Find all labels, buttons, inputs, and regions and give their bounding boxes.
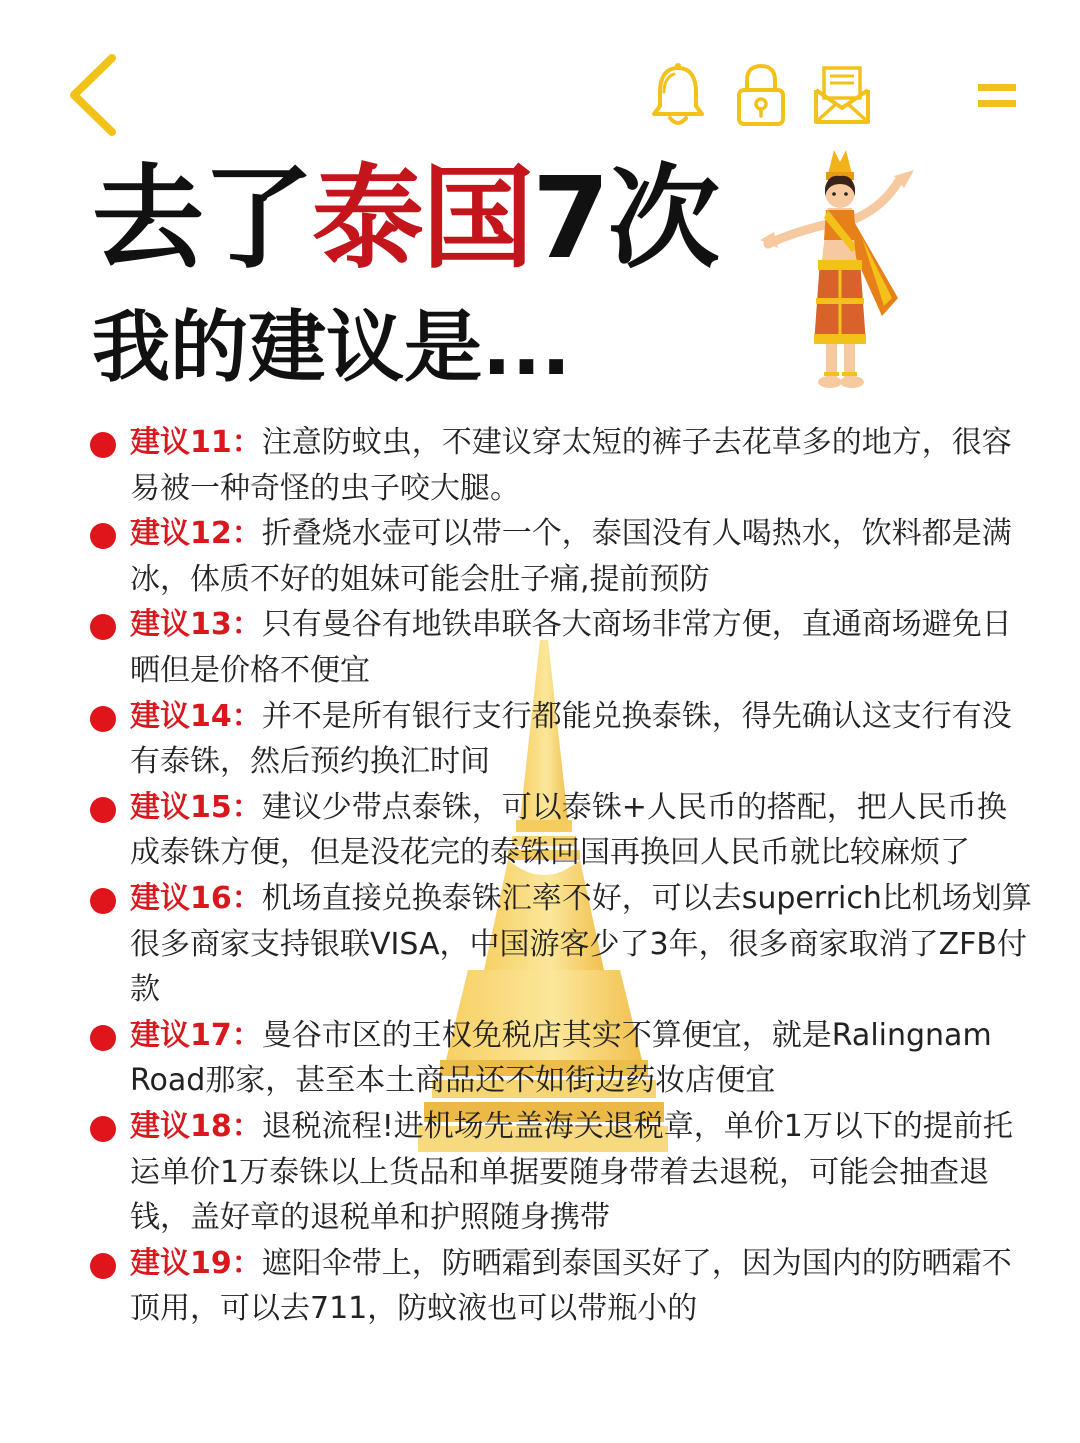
title-part1: 去了 xyxy=(92,154,312,284)
bullet-dot-icon xyxy=(90,1116,116,1142)
page-subtitle: 我的建议是... xyxy=(92,303,571,393)
tip-text: 遮阳伞带上，防晒霜到泰国买好了，因为国内的防晒霜不顶用，可以去711，防蚊液也可以带瓶小的 xyxy=(130,1245,1012,1327)
tip-paragraph xyxy=(130,1013,1034,1104)
tip-text: 曼谷市区的王权免税店其实不算便宜，就是Ralingnam Road那家，甚至本土商品还不如街边药妆店便宜 xyxy=(130,1017,992,1099)
list-item xyxy=(0,420,1080,511)
title-part2: 7次 xyxy=(532,154,718,284)
title-highlight: 泰国 xyxy=(312,154,532,284)
tip-paragraph xyxy=(130,1241,1034,1332)
tip-text: 折叠烧水壶可以带一个，泰国没有人喝热水，饮料都是满冰，体质不好的姐妹可能会肚子痛,提前预防 xyxy=(130,516,1012,597)
tip-paragraph xyxy=(130,876,1034,1013)
tip-text: 只有曼谷有地铁串联各大商场非常方便，直通商场避免日晒但是价格不便宜 xyxy=(130,607,1012,688)
list-item xyxy=(0,511,1080,602)
tip-paragraph xyxy=(130,1104,1034,1241)
list-item xyxy=(0,602,1080,693)
bullet-dot-icon xyxy=(90,706,116,732)
bullet-dot-icon xyxy=(90,614,116,640)
bullet-dot-icon xyxy=(90,432,116,458)
tip-label: 建议19： xyxy=(130,1245,262,1281)
tip-label: 建议14： xyxy=(130,698,262,734)
tips-list xyxy=(0,420,1080,1332)
tip-label: 建议18： xyxy=(130,1108,262,1144)
list-item xyxy=(0,1241,1080,1332)
tip-text: 建议少带点泰铢，可以泰铢+人民币的搭配，把人民币换成泰铢方便，但是没花完的泰铢回国再换回人民币就比较麻烦了 xyxy=(130,789,1007,871)
tip-paragraph xyxy=(130,602,1034,693)
menu-icon[interactable] xyxy=(972,78,1022,114)
tip-text: 机场直接兑换泰铢汇率不好，可以去superrich比机场划算很多商家支持银联VISA，中国游客少了3年，很多商家取消了ZFB付款 xyxy=(130,880,1032,1008)
bullet-dot-icon xyxy=(90,523,116,549)
list-item xyxy=(0,1104,1080,1241)
tip-label: 建议15： xyxy=(130,789,262,825)
tip-paragraph xyxy=(130,420,1034,511)
top-bar xyxy=(0,0,1080,150)
bullet-dot-icon xyxy=(90,888,116,914)
bullet-dot-icon xyxy=(90,1025,116,1051)
list-item xyxy=(0,876,1080,1013)
tip-label: 建议17： xyxy=(130,1017,262,1053)
list-item xyxy=(0,785,1080,876)
tip-text: 注意防蚊虫，不建议穿太短的裤子去花草多的地方，很容易被一种奇怪的虫子咬大腿。 xyxy=(130,425,1012,506)
tip-label: 建议16： xyxy=(130,880,262,916)
chevron-left-icon[interactable] xyxy=(62,52,132,138)
tip-text: 并不是所有银行支行都能兑换泰铢，得先确认这支行有没有泰铢，然后预约换汇时间 xyxy=(130,698,1012,780)
tip-label: 建议12： xyxy=(130,516,262,552)
tip-paragraph xyxy=(130,694,1034,785)
tip-text: 退税流程!进机场先盖海关退税章，单价1万以下的提前托运单价1万泰铢以上货品和单据要随身带着去退税，可能会抽查退钱，盖好章的退税单和护照随身携带 xyxy=(130,1108,1013,1236)
page-title xyxy=(92,154,718,284)
bullet-dot-icon xyxy=(90,797,116,823)
tip-label: 建议13： xyxy=(130,607,262,643)
list-item xyxy=(0,1013,1080,1104)
mail-icon[interactable] xyxy=(812,62,872,128)
list-item xyxy=(0,694,1080,785)
tip-label: 建议11： xyxy=(130,425,262,460)
thai-dancer-illustration xyxy=(748,148,928,398)
lock-icon[interactable] xyxy=(733,62,789,128)
bullet-dot-icon xyxy=(90,1253,116,1279)
tip-paragraph xyxy=(130,511,1034,602)
tip-paragraph xyxy=(130,785,1034,876)
bell-icon[interactable] xyxy=(650,62,706,128)
